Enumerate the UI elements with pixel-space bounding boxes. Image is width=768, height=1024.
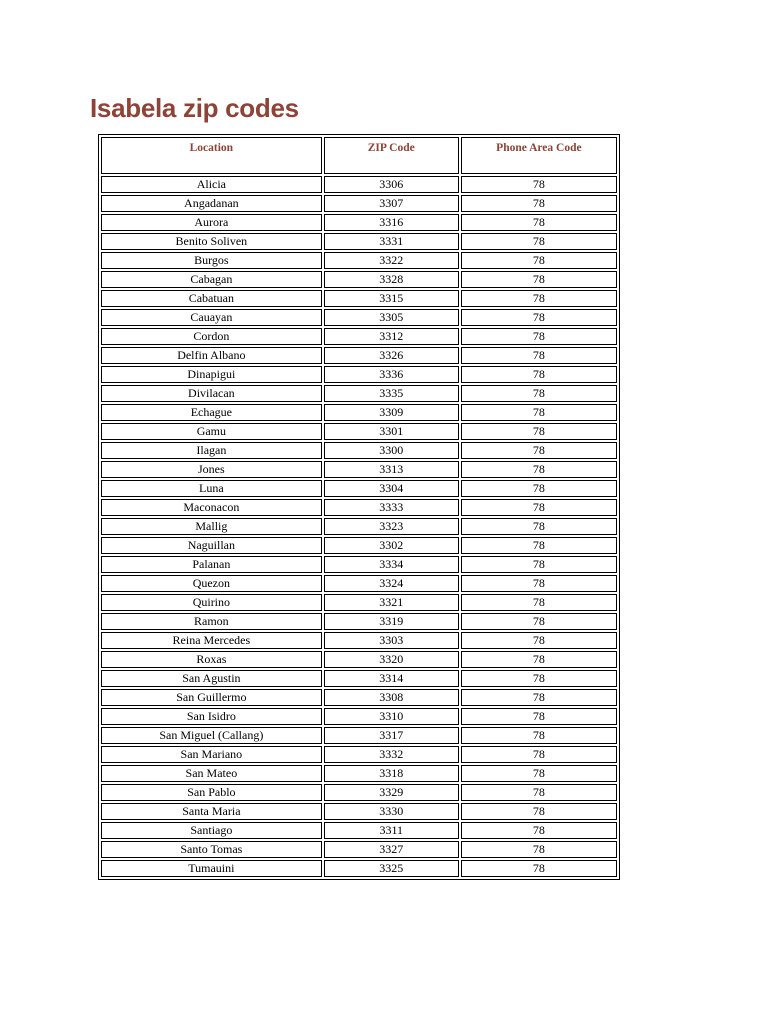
zip-code-cell: 3308	[324, 689, 459, 706]
table-row	[101, 233, 617, 250]
zip-code-table	[98, 134, 620, 880]
phone-area-code-cell: 78	[461, 670, 617, 687]
zip-code-cell: 3322	[324, 252, 459, 269]
phone-area-code-cell: 78	[461, 233, 617, 250]
table-row	[101, 689, 617, 706]
location-cell: Benito Soliven	[101, 233, 322, 250]
zip-code-cell: 3305	[324, 309, 459, 326]
location-cell: Angadanan	[101, 195, 322, 212]
table-header-row	[101, 137, 617, 174]
location-cell: Santo Tomas	[101, 841, 322, 858]
zip-code-cell: 3316	[324, 214, 459, 231]
phone-area-code-cell: 78	[461, 461, 617, 478]
zip-code-cell: 3306	[324, 176, 459, 193]
location-cell: Roxas	[101, 651, 322, 668]
phone-area-code-cell: 78	[461, 765, 617, 782]
zip-code-cell: 3319	[324, 613, 459, 630]
location-cell: Mallig	[101, 518, 322, 535]
table-row	[101, 537, 617, 554]
zip-code-cell: 3315	[324, 290, 459, 307]
table-row	[101, 290, 617, 307]
phone-area-code-cell: 78	[461, 689, 617, 706]
location-cell: Quezon	[101, 575, 322, 592]
phone-area-code-cell: 78	[461, 328, 617, 345]
location-cell: San Miguel (Callang)	[101, 727, 322, 744]
phone-area-code-cell: 78	[461, 442, 617, 459]
phone-area-code-cell: 78	[461, 708, 617, 725]
phone-area-code-cell: 78	[461, 651, 617, 668]
column-header-location: Location	[101, 137, 322, 174]
phone-area-code-cell: 78	[461, 822, 617, 839]
table-body	[101, 176, 617, 877]
zip-code-cell: 3330	[324, 803, 459, 820]
table-row	[101, 385, 617, 402]
zip-code-cell: 3302	[324, 537, 459, 554]
zip-code-cell: 3326	[324, 347, 459, 364]
zip-code-cell: 3333	[324, 499, 459, 516]
phone-area-code-cell: 78	[461, 214, 617, 231]
zip-code-cell: 3334	[324, 556, 459, 573]
zip-code-cell: 3318	[324, 765, 459, 782]
location-cell: Cauayan	[101, 309, 322, 326]
table-row	[101, 480, 617, 497]
zip-code-cell: 3324	[324, 575, 459, 592]
table-row	[101, 822, 617, 839]
zip-code-cell: 3303	[324, 632, 459, 649]
phone-area-code-cell: 78	[461, 575, 617, 592]
phone-area-code-cell: 78	[461, 613, 617, 630]
location-cell: San Pablo	[101, 784, 322, 801]
location-cell: Santa Maria	[101, 803, 322, 820]
zip-code-cell: 3329	[324, 784, 459, 801]
page-title: Isabela zip codes	[90, 93, 299, 123]
location-cell: Burgos	[101, 252, 322, 269]
table-row	[101, 271, 617, 288]
zip-code-cell: 3328	[324, 271, 459, 288]
table-row	[101, 309, 617, 326]
zip-code-cell: 3331	[324, 233, 459, 250]
table-row	[101, 195, 617, 212]
phone-area-code-cell: 78	[461, 784, 617, 801]
table-row	[101, 632, 617, 649]
location-cell: Jones	[101, 461, 322, 478]
zip-code-cell: 3311	[324, 822, 459, 839]
location-cell: Palanan	[101, 556, 322, 573]
location-cell: Ilagan	[101, 442, 322, 459]
phone-area-code-cell: 78	[461, 746, 617, 763]
phone-area-code-cell: 78	[461, 803, 617, 820]
phone-area-code-cell: 78	[461, 727, 617, 744]
location-cell: Gamu	[101, 423, 322, 440]
location-cell: Luna	[101, 480, 322, 497]
zip-code-cell: 3314	[324, 670, 459, 687]
zip-code-cell: 3317	[324, 727, 459, 744]
location-cell: Santiago	[101, 822, 322, 839]
phone-area-code-cell: 78	[461, 404, 617, 421]
location-cell: Dinapigui	[101, 366, 322, 383]
location-cell: Aurora	[101, 214, 322, 231]
table-row	[101, 176, 617, 193]
table-row	[101, 499, 617, 516]
phone-area-code-cell: 78	[461, 176, 617, 193]
table-row	[101, 727, 617, 744]
phone-area-code-cell: 78	[461, 290, 617, 307]
zip-code-cell: 3321	[324, 594, 459, 611]
phone-area-code-cell: 78	[461, 556, 617, 573]
table-row	[101, 670, 617, 687]
table-row	[101, 860, 617, 877]
location-cell: Cordon	[101, 328, 322, 345]
location-cell: Reina Mercedes	[101, 632, 322, 649]
table-row	[101, 613, 617, 630]
phone-area-code-cell: 78	[461, 537, 617, 554]
table-row	[101, 423, 617, 440]
phone-area-code-cell: 78	[461, 366, 617, 383]
zip-code-cell: 3310	[324, 708, 459, 725]
table-row	[101, 347, 617, 364]
table-row	[101, 404, 617, 421]
column-header-phone-area-code: Phone Area Code	[461, 137, 617, 174]
phone-area-code-cell: 78	[461, 518, 617, 535]
zip-code-cell: 3323	[324, 518, 459, 535]
zip-code-cell: 3313	[324, 461, 459, 478]
location-cell: Tumauini	[101, 860, 322, 877]
phone-area-code-cell: 78	[461, 347, 617, 364]
phone-area-code-cell: 78	[461, 271, 617, 288]
location-cell: Naguillan	[101, 537, 322, 554]
table-row	[101, 556, 617, 573]
phone-area-code-cell: 78	[461, 252, 617, 269]
phone-area-code-cell: 78	[461, 309, 617, 326]
location-cell: San Isidro	[101, 708, 322, 725]
location-cell: Quirino	[101, 594, 322, 611]
phone-area-code-cell: 78	[461, 385, 617, 402]
zip-code-cell: 3300	[324, 442, 459, 459]
table-row	[101, 252, 617, 269]
phone-area-code-cell: 78	[461, 860, 617, 877]
phone-area-code-cell: 78	[461, 480, 617, 497]
phone-area-code-cell: 78	[461, 594, 617, 611]
zip-code-cell: 3336	[324, 366, 459, 383]
zip-code-cell: 3335	[324, 385, 459, 402]
zip-code-cell: 3309	[324, 404, 459, 421]
phone-area-code-cell: 78	[461, 195, 617, 212]
zip-code-cell: 3320	[324, 651, 459, 668]
table-row	[101, 784, 617, 801]
location-cell: Divilacan	[101, 385, 322, 402]
zip-code-cell: 3332	[324, 746, 459, 763]
table-row	[101, 328, 617, 345]
location-cell: Alicia	[101, 176, 322, 193]
zip-code-cell: 3307	[324, 195, 459, 212]
table-row	[101, 651, 617, 668]
table-row	[101, 214, 617, 231]
table-row	[101, 765, 617, 782]
table-row	[101, 461, 617, 478]
table-row	[101, 708, 617, 725]
location-cell: Cabatuan	[101, 290, 322, 307]
table-row	[101, 841, 617, 858]
table-row	[101, 518, 617, 535]
location-cell: Maconacon	[101, 499, 322, 516]
location-cell: Echague	[101, 404, 322, 421]
zip-code-cell: 3312	[324, 328, 459, 345]
zip-code-cell: 3327	[324, 841, 459, 858]
phone-area-code-cell: 78	[461, 499, 617, 516]
location-cell: Ramon	[101, 613, 322, 630]
phone-area-code-cell: 78	[461, 423, 617, 440]
phone-area-code-cell: 78	[461, 841, 617, 858]
location-cell: San Guillermo	[101, 689, 322, 706]
location-cell: San Mateo	[101, 765, 322, 782]
zip-code-cell: 3301	[324, 423, 459, 440]
location-cell: San Agustin	[101, 670, 322, 687]
location-cell: Delfin Albano	[101, 347, 322, 364]
table-row	[101, 746, 617, 763]
zip-code-cell: 3325	[324, 860, 459, 877]
table-row	[101, 366, 617, 383]
location-cell: San Mariano	[101, 746, 322, 763]
table-row	[101, 442, 617, 459]
zip-code-cell: 3304	[324, 480, 459, 497]
table-row	[101, 575, 617, 592]
table-row	[101, 594, 617, 611]
location-cell: Cabagan	[101, 271, 322, 288]
table-row	[101, 803, 617, 820]
column-header-zip-code: ZIP Code	[324, 137, 459, 174]
phone-area-code-cell: 78	[461, 632, 617, 649]
